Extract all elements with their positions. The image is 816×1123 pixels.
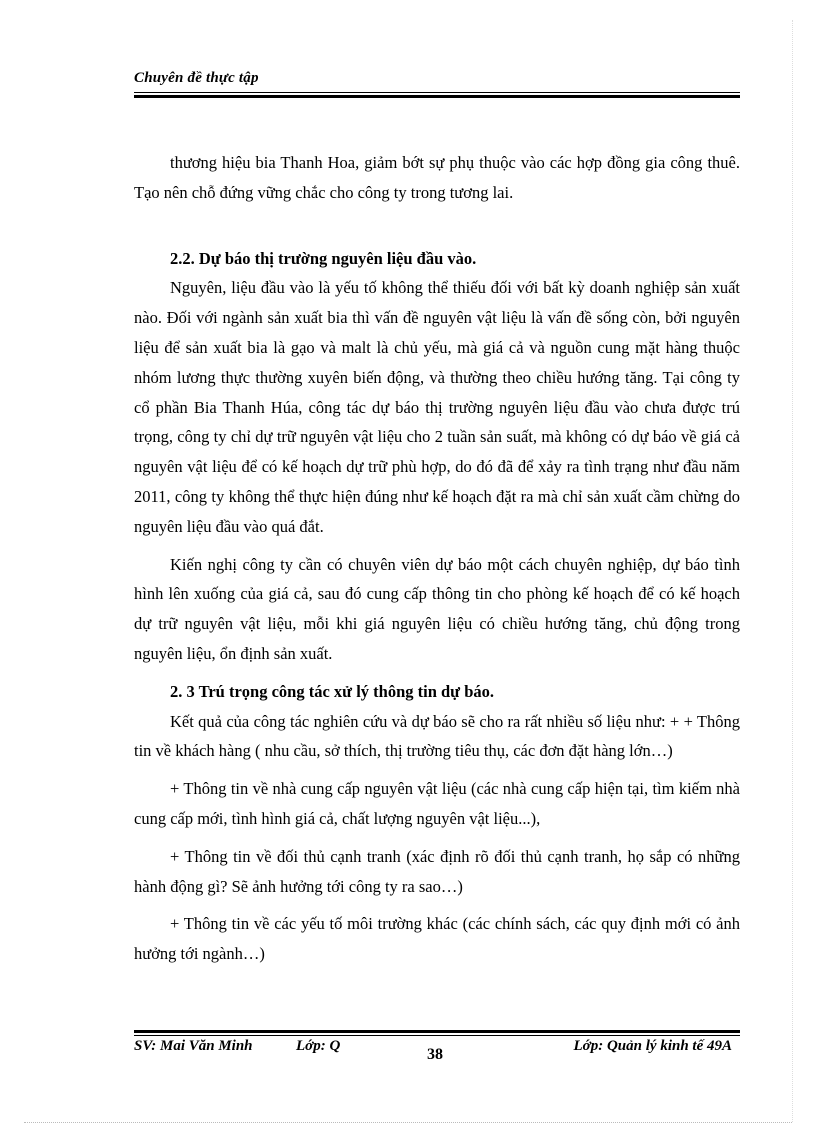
paragraph-3: Kiến nghị công ty cần có chuyên viên dự báo một cách chuyên nghiệp, dự báo tình hình lên xuống của giá cả, sau đó cung cấp thông tin cho phòng kế hoạch để có kế hoạch dự trữ nguyên vật liệu, mỗi khi giá nguyên liệu có chiều hướng tăng, chủ động trong nguyên liệu, ổn định sản xuất. — [134, 554, 740, 663]
header-rule-thin — [134, 92, 740, 93]
footer-class-full: Lớp: Quản lý kinh tế 49A — [573, 1038, 732, 1054]
footer-rule-thick — [134, 1030, 740, 1033]
footer-class-short: Lớp: Q — [296, 1038, 341, 1054]
page-edge-vertical — [792, 20, 793, 1122]
paragraph-4: Kết quả của công tác nghiên cứu và dự báo sẽ cho ra rất nhiều số liệu như: + + Thông tin về khách hàng ( nhu cầu, sở thích, thị trường tiêu thụ, các đơn đặt hàng lớn…) — [134, 711, 740, 761]
header-rule-thick — [134, 95, 740, 98]
footer-student-name: SV: Mai Văn Minh — [134, 1038, 253, 1054]
paragraph-7: + Thông tin về các yếu tố môi trường khác (các chính sách, các quy định mới có ảnh hưởng tới ngành…) — [134, 914, 740, 964]
paragraph-2: Nguyên, liệu đầu vào là yếu tố không thể thiếu đối với bất kỳ doanh nghiệp sản xuất nào. Đối với ngành sản xuất bia thì vấn đề nguyên vật liệu là vấn đề sống còn, bởi nguyên liệu để sản xuất bia là gạo và malt là chủ yếu, mà giá cả và nguồn cung mặt hàng thuộc nhóm lương thực thường xuyên biến động, và thường theo chiều hướng tăng. Tại công ty cổ phần Bia Thanh Húa, công tác dự báo thị trường nguyên liệu đầu vào chưa được trú trọng, công ty chỉ dự trữ nguyên vật liệu cho 2 tuần sản suất, mà không có dự báo về giá cả nguyên vật liệu để có kế hoạch dự trữ phù hợp, do đó đã để xảy ra tình trạng như đầu năm 2011, công ty không thể thực hiện đúng như kế hoạch đặt ra mà chỉ sản xuất cầm chừng do nguyên liệu đầu vào quá đắt. — [134, 278, 740, 536]
page-footer — [134, 1038, 740, 1068]
page-body — [134, 148, 740, 969]
paragraph-1: thương hiệu bia Thanh Hoa, giảm bớt sự phụ thuộc vào các hợp đồng gia công thuê. Tạo nên chỗ đứng vững chắc cho công ty trong tương lai. — [134, 153, 740, 202]
footer-rule-thin — [134, 1035, 740, 1036]
page-number: 38 — [427, 1046, 443, 1063]
section-heading-2-2: 2.2. Dự báo thị trường nguyên liệu đầu vào. — [170, 248, 477, 268]
paragraph-5: + Thông tin về nhà cung cấp nguyên vật liệu (các nhà cung cấp hiện tại, tìm kiếm nhà cung cấp mới, tình hình giá cả, chất lượng nguyên vật liệu...), — [134, 779, 740, 828]
section-heading-2-3: 2. 3 Trú trọng công tác xử lý thông tin dự báo. — [170, 681, 495, 701]
page-header-title: Chuyên đề thực tập — [134, 70, 259, 86]
paragraph-6: + Thông tin về đối thủ cạnh tranh (xác định rõ đối thủ cạnh tranh, họ sắp có những hành động gì? Sẽ ảnh hưởng tới công ty ra sao…) — [134, 846, 740, 896]
